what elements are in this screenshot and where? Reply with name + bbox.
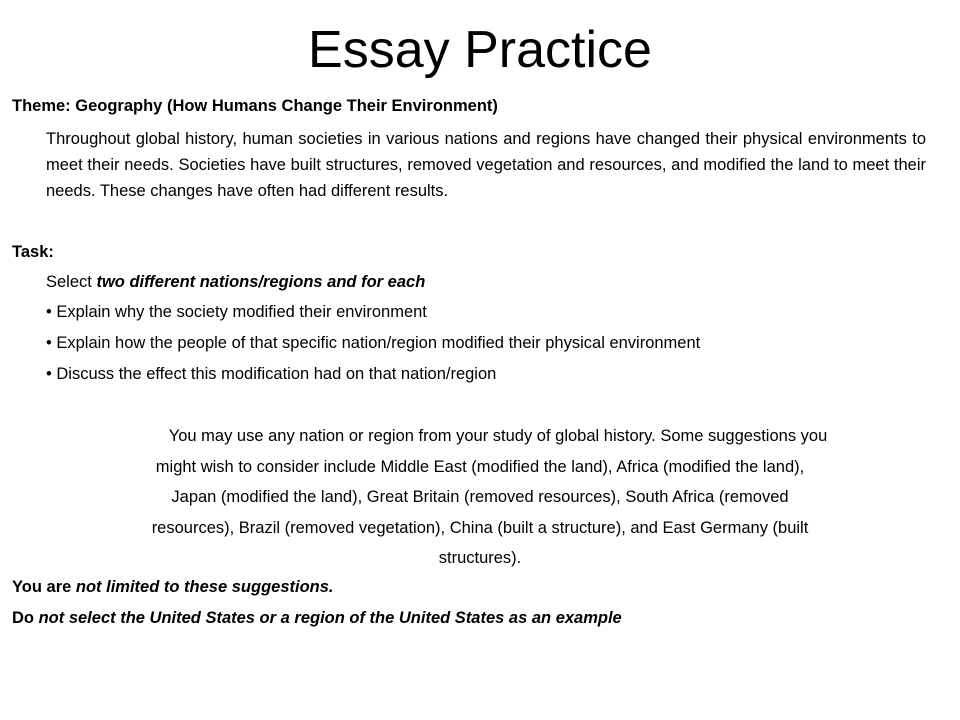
task-select-line (46, 269, 425, 295)
suggestions-line-1: You may use any nation or region from your study of global history. Some suggestions you (168, 427, 828, 445)
note-do-not-select-prefix: Do (12, 609, 39, 627)
task-bullet-1: • Explain why the society modified their environment (46, 303, 427, 321)
note-do-not-select (12, 605, 622, 631)
suggestions-line-4: resources), Brazil (removed vegetation), China (built a structure), and East Germany (built (151, 519, 809, 537)
task-bullet-2: • Explain how the people of that specific nation/region modified their physical environment (46, 334, 701, 352)
suggestions-line-5: structures). (438, 549, 522, 567)
slide-title: Essay Practice (308, 21, 652, 79)
task-select-emphasis: two different nations/regions and for each (96, 273, 426, 291)
theme-heading: Theme: Geography (How Humans Change Their Environment) (12, 97, 498, 115)
note-not-limited-emphasis: not limited to these suggestions. (75, 578, 334, 596)
theme-paragraph: Throughout global history, human societies in various nations and regions have changed their physical environments to meet their needs. Societies have built structures, removed vegetation and resources, and modified the land to meet their needs. These changes have often had different results. (46, 130, 926, 200)
note-do-not-select-emphasis: not select the United States or a region of the United States as an example (38, 609, 622, 627)
task-label: Task: (12, 243, 54, 261)
task-bullet-3: • Discuss the effect this modification had on that nation/region (46, 365, 497, 383)
note-not-limited (12, 574, 334, 600)
note-not-limited-prefix: You are (12, 578, 76, 596)
task-select-prefix: Select (46, 273, 97, 291)
suggestions-line-2: might wish to consider include Middle East (modified the land), Africa (modified the land), (155, 458, 805, 476)
suggestions-line-3: Japan (modified the land), Great Britain (removed resources), South Africa (removed (171, 488, 789, 506)
